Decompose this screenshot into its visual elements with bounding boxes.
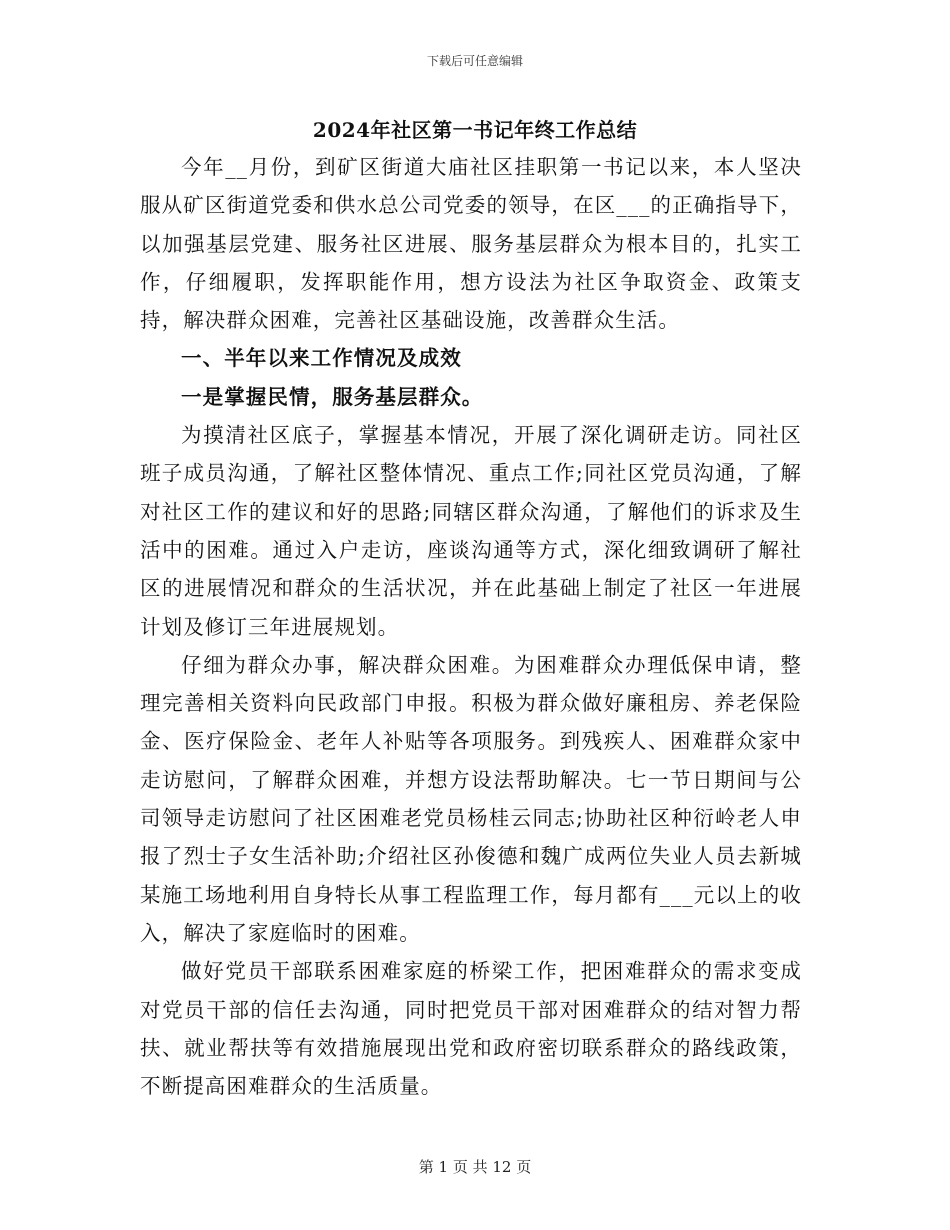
intro-paragraph: 今年__月份，到矿区街道大庙社区挂职第一书记以来，本人坚决服从矿区街道党委和供水总公司党委的领导，在区___的正确指导下，以加强基层党建、服务社区进展、服务基层群众为根本目的，扎实工作，仔细履职，发挥职能作用，想方设法为社区争取资金、政策支持，解决群众困难，完善社区基础设施，改善群众生活。 — [140, 155, 802, 333]
document-body — [140, 148, 802, 1105]
body-paragraph-bridge: 做好党员干部联系困难家庭的桥梁工作，把困难群众的需求变成对党员干部的信任去沟通，同时把党员干部对困难群众的结对智力帮扶、就业帮扶等有效措施展现出党和政府密切联系群众的路线政策，不断提高困难群众的生活质量。 — [140, 959, 802, 1099]
body-paragraph-services: 仔细为群众办事，解决群众困难。为困难群众办理低保申请，整理完善相关资料向民政部门申报。积极为群众做好廉租房、养老保险金、医疗保险金、老年人补贴等各项服务。到残疾人、困难群众家中走访慰问，了解群众困难，并想方设法帮助解决。七一节日期间与公司领导走访慰问了社区困难老党员杨桂云同志;协助社区种衍岭老人申报了烈士子女生活补助;介绍社区孙俊德和魏广成两位失业人员去新城某施工场地利用自身特长从事工程监理工作，每月都有___元以上的收入，解决了家庭临时的困难。 — [140, 652, 802, 945]
header-note: 下载后可任意编辑 — [426, 54, 523, 68]
body-paragraph-research: 为摸清社区底子，掌握基本情况，开展了深化调研走访。同社区班子成员沟通，了解社区整体情况、重点工作;同社区党员沟通，了解对社区工作的建议和好的思路;同辖区群众沟通，了解他们的诉求及生活中的困难。通过入户走访，座谈沟通等方式，深化细致调研了解社区的进展情况和群众的生活状况，并在此基础上制定了社区一年进展计划及修订三年进展规划。 — [140, 423, 802, 639]
document-title: 2024年社区第一书记年终工作总结 — [312, 118, 638, 142]
page-number: 第 1 页 共 12 页 — [418, 1158, 532, 1176]
section-heading: 一、半年以来工作情况及成效 — [181, 346, 462, 371]
subsection-heading: 一是掌握民情，服务基层群众。 — [181, 384, 484, 409]
